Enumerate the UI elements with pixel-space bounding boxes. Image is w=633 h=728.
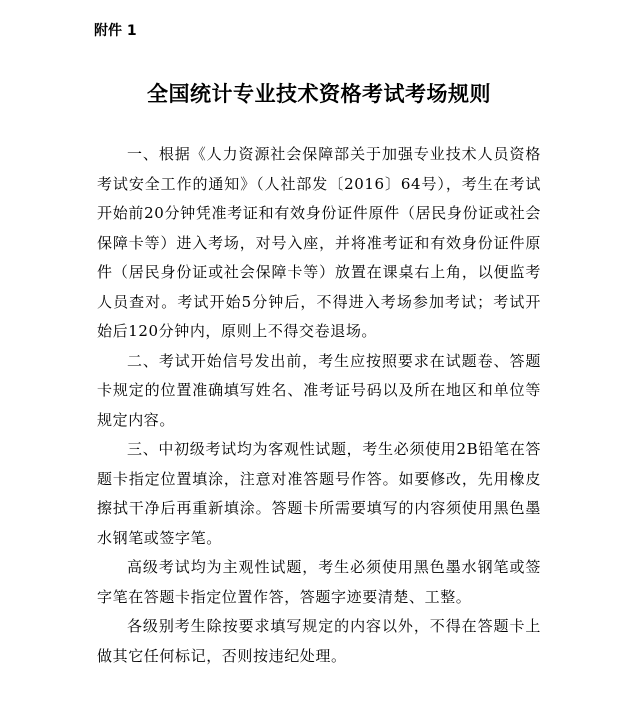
rule-paragraph-1: 一、根据《人力资源社会保障部关于加强专业技术人员资格考试安全工作的通知》（人社部发〔2016〕64号），考生在考试开始前20分钟凭准考证和有效身份证件原件（居民身份证或社会保障卡等）进入考场，对号入座，并将准考证和有效身份证件原件（居民身份证或社会保障卡等）放置在课桌右上角，以便监考人员查对。考试开始5分钟后，不得进入考场参加考试；考试开始后120分钟内，原则上不得交卷退场。 [97, 145, 541, 340]
rule-paragraph-4: 高级考试均为主观性试题，考生必须使用黑色墨水钢笔或签字笔在答题卡指定位置作答，答题字迹要清楚、工整。 [97, 558, 541, 606]
document-title: 全国统计专业技术资格考试考场规则 [147, 82, 491, 106]
rule-paragraph-5: 各级别考生除按要求填写规定的内容以外，不得在答题卡上做其它任何标记，否则按违纪处理。 [97, 617, 541, 665]
attachment-label: 附件 1 [94, 23, 137, 39]
rule-paragraph-3: 三、中初级考试均为客观性试题，考生必须使用2B铅笔在答题卡指定位置填涂，注意对准答题号作答。如要修改，先用橡皮擦拭干净后再重新填涂。答题卡所需要填写的内容须使用黑色墨水钢笔或签字笔。 [97, 440, 541, 547]
rule-paragraph-2: 二、考试开始信号发出前，考生应按照要求在试题卷、答题卡规定的位置准确填写姓名、准考证号码以及所在地区和单位等规定内容。 [97, 351, 541, 429]
document-body [97, 140, 541, 671]
